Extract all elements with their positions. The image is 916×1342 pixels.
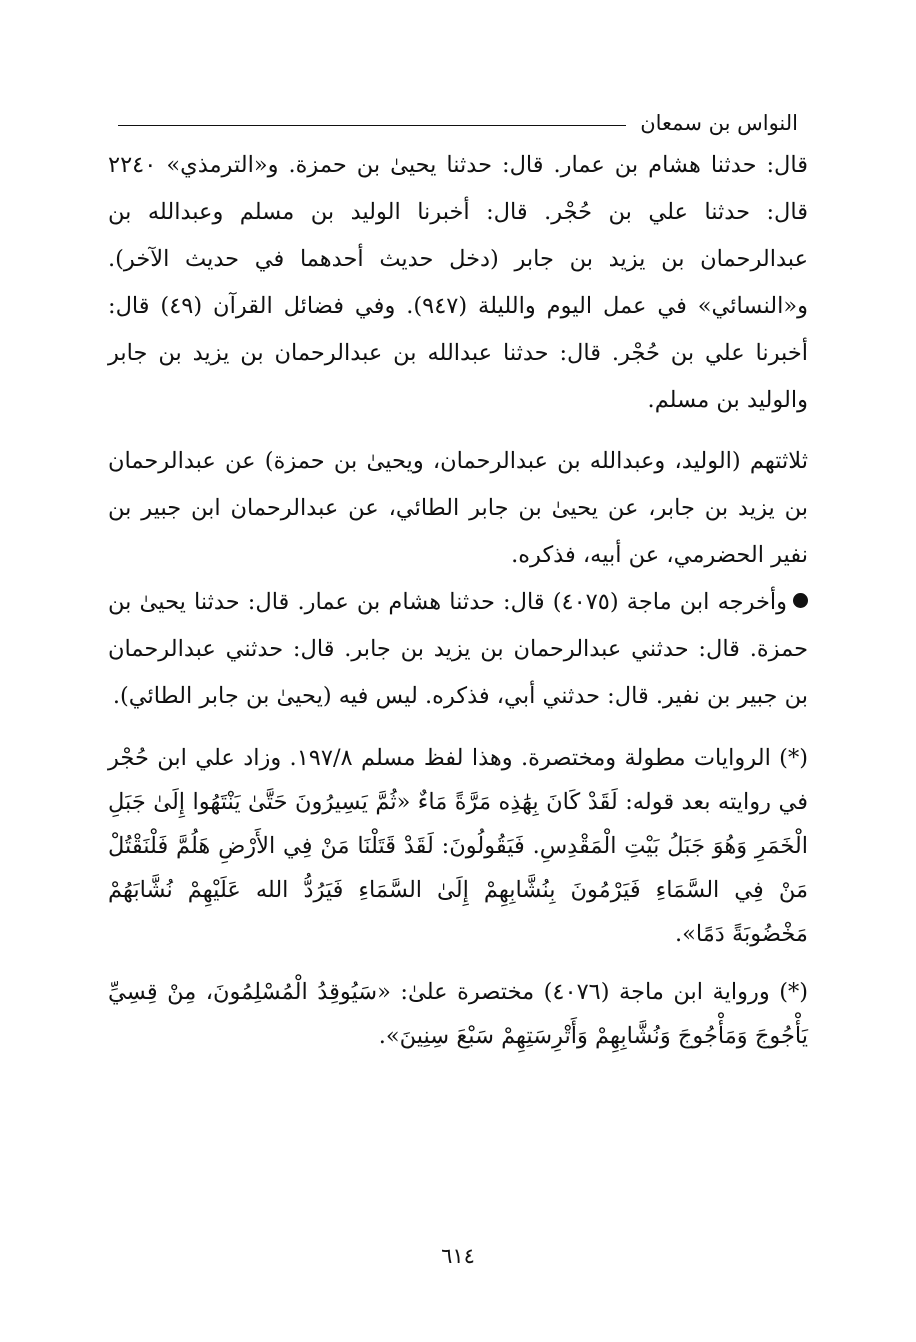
paragraph-hadith-sources: قال: حدثنا هشام بن عمار. قال: حدثنا يحيىٰ بن حمزة. و«الترمذي» ٢٢٤٠ قال: حدثنا علي بن حُجْر. قال: أخبرنا الوليد بن مسلم وعبدالله بن عبدالرحمان بن يزيد بن جابر (دخل حديث أحدهما في حديث الآخر). و«النسائي» في عمل اليوم والليلة (٩٤٧). وفي فضائل القرآن (٤٩) قال: أخبرنا علي بن حُجْر. قال: حدثنا عبدالله بن عبدالرحمان بن يزيد بن جابر والوليد بن مسلم.: [108, 152, 808, 413]
header-title: النواس بن سمعان: [640, 111, 798, 135]
paragraph-ibn-majah: [108, 579, 808, 720]
header-rule: [118, 125, 626, 126]
paragraph-note-muslim: (*) الروايات مطولة ومختصرة. وهذا لفظ مسلم ١٩٧/٨. وزاد علي ابن حُجْر في روايته بعد قوله: لَقَدْ كَانَ بِهَٰذِه مَرَّةً مَاءٌ «ثُمَّ يَسِيرُونَ حَتَّىٰ يَنْتَهُوا إِلَىٰ جَبَلِ الْخَمَرِ وَهُوَ جَبَلُ بَيْتِ الْمَقْدِسِ. فَيَقُولُونَ: لَقَدْ قَتَلْنَا مَنْ فِي الأَرْضِ هَلُمَّ فَلْنَقْتُلْ مَنْ فِي السَّمَاءِ فَيَرْمُونَ بِنُشَّابِهِمْ إِلَىٰ السَّمَاءِ فَيَرُدُّ الله عَلَيْهِمْ نُشَّابَهُمْ مَخْضُوبَةً دَمًا».: [108, 745, 808, 947]
paragraph-narrators: ثلاثتهم (الوليد، وعبدالله بن عبدالرحمان، ويحيىٰ بن حمزة) عن عبدالرحمان بن يزيد بن جابر، عن يحيىٰ بن جابر الطائي، عن عبدالرحمان ابن جبير بن نفير الحضرمي، عن أبيه، فذكره.: [108, 448, 808, 568]
running-header: [118, 108, 798, 138]
body-text: [108, 142, 808, 1058]
bullet-icon: [793, 593, 808, 608]
page-number: ٦١٤: [441, 1244, 475, 1268]
paragraph-note-ibn-majah: (*) ورواية ابن ماجة (٤٠٧٦) مختصرة علىٰ: «سَيُوقِدُ الْمُسْلِمُونَ، مِنْ قِسِيِّ يَأْجُوجَ وَمَأْجُوجَ وَنُشَّابِهِمْ وَأَتْرِسَتِهِمْ سَبْعَ سِنِينَ».: [108, 979, 809, 1049]
paragraph-ibn-majah-text: وأخرجه ابن ماجة (٤٠٧٥) قال: حدثنا هشام بن عمار. قال: حدثنا يحيىٰ بن حمزة. قال: حدثني عبدالرحمان بن يزيد بن جابر. قال: حدثني عبدالرحمان بن جبير بن نفير. قال: حدثني أبي، فذكره. ليس فيه (يحيىٰ بن جابر الطائي).: [108, 589, 808, 709]
